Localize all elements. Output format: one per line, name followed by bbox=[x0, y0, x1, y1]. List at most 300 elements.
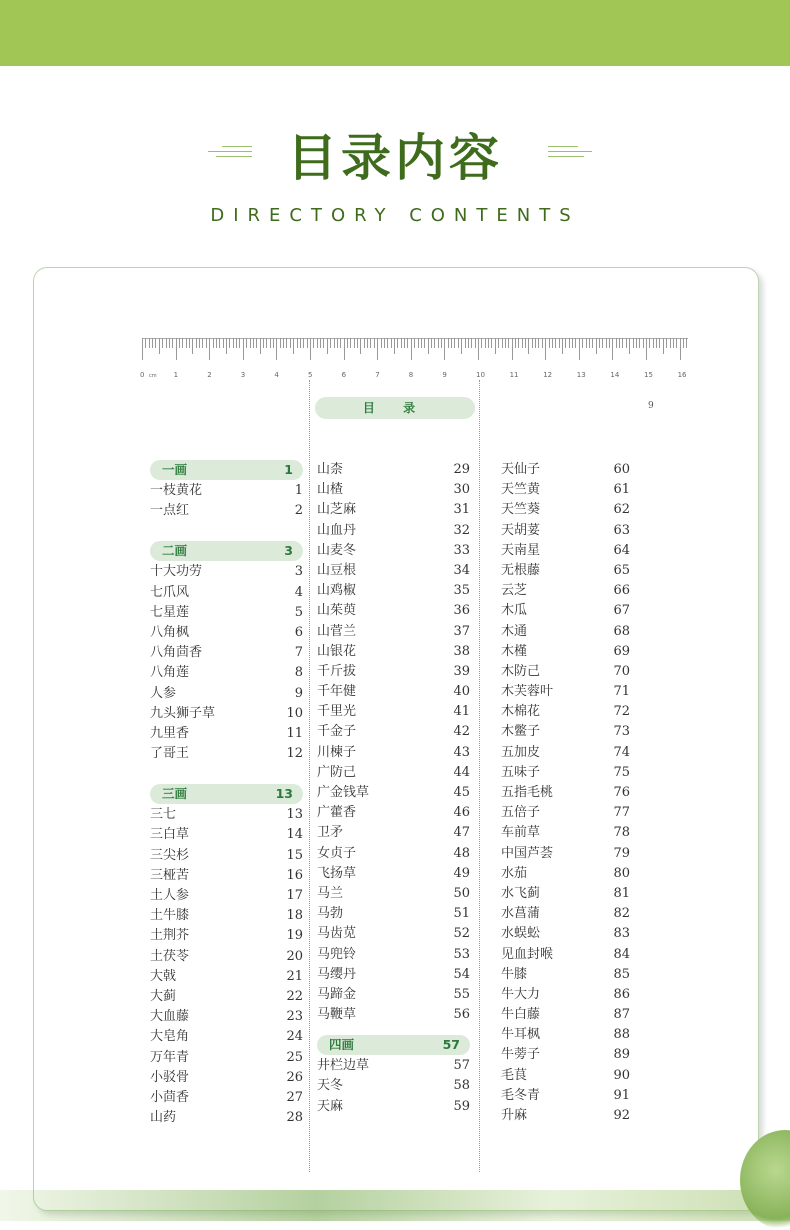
entry-name: 水飞蓟 bbox=[501, 885, 541, 901]
ruler-label: 15 bbox=[644, 371, 653, 379]
entry-page: 61 bbox=[613, 482, 630, 498]
entry-page: 31 bbox=[453, 502, 470, 518]
entry-name: 七爪风 bbox=[150, 584, 190, 600]
toc-entry bbox=[150, 926, 303, 946]
entry-page: 10 bbox=[286, 705, 303, 721]
toc-entry bbox=[501, 521, 630, 541]
ruler-tick bbox=[260, 338, 261, 354]
ruler-tick bbox=[649, 338, 650, 348]
entry-page: 19 bbox=[286, 928, 303, 944]
toc-entry bbox=[501, 722, 630, 742]
entry-page: 34 bbox=[453, 562, 470, 578]
entry-name: 九头狮子草 bbox=[150, 705, 216, 721]
ruler-label: 9 bbox=[442, 371, 447, 379]
ruler-tick bbox=[280, 338, 281, 348]
ruler-tick bbox=[579, 338, 580, 360]
entry-page: 92 bbox=[613, 1108, 630, 1123]
entry-name: 天麻 bbox=[317, 1098, 344, 1114]
entry-name: 木槿 bbox=[501, 643, 528, 659]
ruler-tick bbox=[202, 338, 203, 348]
entry-name: 水菖蒲 bbox=[501, 906, 541, 922]
ruler-tick bbox=[182, 338, 183, 348]
ruler-label: 8 bbox=[408, 371, 414, 379]
ruler-tick bbox=[680, 338, 681, 360]
ruler-tick bbox=[676, 338, 677, 348]
toc-entry bbox=[317, 965, 470, 985]
toc-entry bbox=[317, 1097, 470, 1117]
toc-entry bbox=[150, 1048, 303, 1068]
entry-page: 29 bbox=[453, 462, 470, 477]
entry-name: 千斤拔 bbox=[317, 663, 357, 679]
ruler-tick bbox=[653, 338, 654, 348]
ruler-tick bbox=[512, 338, 513, 360]
entry-name: 水蜈蚣 bbox=[501, 926, 541, 942]
ruler-tick bbox=[397, 338, 398, 348]
ruler-label: 6 bbox=[341, 371, 347, 379]
entry-page: 12 bbox=[286, 746, 303, 762]
ruler-tick bbox=[555, 338, 556, 348]
entry-page: 15 bbox=[286, 847, 303, 863]
column-divider-right bbox=[479, 380, 480, 1172]
entry-page: 4 bbox=[294, 584, 303, 600]
ruler-label: 13 bbox=[576, 371, 586, 379]
toc-entry bbox=[150, 987, 303, 1007]
entry-name: 八角枫 bbox=[150, 624, 190, 640]
entry-page: 91 bbox=[613, 1087, 630, 1103]
entry-name: 木防己 bbox=[501, 663, 541, 679]
ruler-tick bbox=[196, 338, 197, 348]
ruler-tick bbox=[270, 338, 271, 348]
entry-name: 山楂 bbox=[317, 482, 344, 498]
ruler-tick bbox=[229, 338, 230, 348]
ruler-tick bbox=[159, 338, 160, 354]
ruler-tick bbox=[612, 338, 613, 360]
entry-name: 土荆芥 bbox=[150, 928, 190, 944]
entry-name: 木瓜 bbox=[501, 603, 528, 619]
ruler-tick bbox=[186, 338, 187, 348]
ruler-tick bbox=[320, 338, 321, 348]
ruler-tick bbox=[444, 338, 445, 360]
toc-entry bbox=[150, 583, 303, 603]
ruler-tick bbox=[508, 338, 509, 348]
book-page-number: 9 bbox=[648, 401, 654, 411]
ruler-tick bbox=[569, 338, 570, 348]
ruler-tick bbox=[481, 338, 482, 348]
toc-section-header bbox=[150, 460, 303, 480]
entry-page: 46 bbox=[453, 805, 470, 821]
ruler-tick bbox=[381, 338, 382, 348]
entry-name: 天冬 bbox=[317, 1078, 344, 1094]
toc-entry bbox=[317, 541, 470, 561]
ruler-label: 10 bbox=[476, 371, 485, 379]
ruler-tick bbox=[538, 338, 539, 348]
entry-page: 35 bbox=[453, 583, 470, 599]
entry-name: 千年健 bbox=[317, 684, 357, 700]
entry-page: 67 bbox=[613, 603, 630, 619]
ruler-tick bbox=[216, 338, 217, 348]
section-page: 1 bbox=[284, 462, 293, 477]
ruler-tick bbox=[666, 338, 667, 348]
entry-name: 马鞭草 bbox=[317, 1007, 357, 1023]
entry-name: 牛白藤 bbox=[501, 1007, 541, 1023]
entry-name: 土牛膝 bbox=[150, 908, 190, 924]
toc-entry bbox=[317, 743, 470, 763]
ruler-tick bbox=[263, 338, 264, 348]
entry-page: 85 bbox=[613, 966, 630, 982]
ruler-tick bbox=[401, 338, 402, 348]
ruler-tick bbox=[609, 338, 610, 348]
ruler-tick bbox=[327, 338, 328, 354]
ruler-tick bbox=[586, 338, 587, 348]
ruler-tick bbox=[384, 338, 385, 348]
ruler-label: 4 bbox=[274, 371, 279, 379]
entry-name: 马齿苋 bbox=[317, 926, 357, 942]
ruler-tick bbox=[451, 338, 452, 348]
ruler-tick bbox=[219, 338, 220, 348]
toc-entry bbox=[317, 1005, 470, 1025]
ruler-tick bbox=[256, 338, 257, 348]
ruler-tick bbox=[357, 338, 358, 348]
ruler-tick bbox=[404, 338, 405, 348]
ruler-tick bbox=[374, 338, 375, 348]
section-name: 一画 bbox=[162, 462, 188, 477]
ruler-tick bbox=[313, 338, 314, 348]
entry-page: 59 bbox=[453, 1098, 470, 1114]
ruler-tick bbox=[575, 338, 576, 348]
ruler bbox=[142, 338, 688, 382]
ruler-tick bbox=[394, 338, 395, 354]
entry-name: 井栏边草 bbox=[317, 1058, 370, 1074]
ruler-tick bbox=[387, 338, 388, 348]
toc-column-2 bbox=[317, 460, 470, 1117]
ruler-tick bbox=[239, 338, 240, 348]
entry-page: 56 bbox=[453, 1007, 470, 1023]
entry-name: 七星莲 bbox=[150, 604, 190, 620]
ruler-tick bbox=[616, 338, 617, 348]
ruler-tick bbox=[683, 338, 684, 348]
ruler-tick bbox=[461, 338, 462, 354]
toc-entry bbox=[501, 864, 630, 884]
ruler-label: 16 bbox=[677, 371, 687, 379]
toc-entry bbox=[317, 642, 470, 662]
entry-name: 牛蒡子 bbox=[501, 1047, 541, 1063]
entry-name: 马兜铃 bbox=[317, 946, 357, 962]
entry-name: 五倍子 bbox=[501, 805, 541, 821]
toc-entry bbox=[317, 662, 470, 682]
section-spacer bbox=[150, 764, 303, 784]
entry-name: 大皂角 bbox=[150, 1029, 190, 1045]
ruler-tick bbox=[545, 338, 546, 360]
entry-name: 毛冬青 bbox=[501, 1087, 541, 1103]
ruler-tick bbox=[673, 338, 674, 348]
toc-entry bbox=[150, 562, 303, 582]
ruler-tick bbox=[502, 338, 503, 348]
ruler-tick bbox=[250, 338, 251, 348]
ruler-tick bbox=[485, 338, 486, 348]
ruler-label: 11 bbox=[509, 371, 519, 379]
entry-page: 57 bbox=[453, 1058, 470, 1074]
entry-name: 车前草 bbox=[501, 825, 541, 841]
toc-entry bbox=[317, 460, 470, 480]
ruler-tick bbox=[468, 338, 469, 348]
ruler-tick bbox=[659, 338, 660, 348]
bottom-leaf-decoration bbox=[0, 1190, 790, 1221]
entry-page: 14 bbox=[286, 827, 303, 843]
entry-name: 三桠苦 bbox=[150, 867, 190, 883]
entry-name: 天仙子 bbox=[501, 462, 541, 477]
toc-entry bbox=[501, 1025, 630, 1045]
top-banner bbox=[0, 0, 790, 66]
entry-name: 马兰 bbox=[317, 885, 344, 901]
entry-name: 一枝黄花 bbox=[150, 483, 203, 498]
toc-entry bbox=[501, 924, 630, 944]
entry-page: 74 bbox=[613, 744, 630, 760]
ruler-tick bbox=[293, 338, 294, 354]
toc-entry bbox=[501, 823, 630, 843]
page-subtitle: DIRECTORY CONTENTS bbox=[210, 205, 580, 226]
entry-page: 23 bbox=[286, 1009, 303, 1025]
ruler-tick bbox=[418, 338, 419, 348]
ruler-label: 14 bbox=[610, 371, 620, 379]
entry-name: 天竺黄 bbox=[501, 482, 541, 498]
ruler-tick bbox=[337, 338, 338, 348]
toc-entry bbox=[317, 581, 470, 601]
entry-name: 毛茛 bbox=[501, 1067, 528, 1083]
ruler-tick bbox=[145, 338, 146, 348]
entry-page: 68 bbox=[613, 623, 630, 639]
ruler-tick bbox=[421, 338, 422, 348]
entry-page: 69 bbox=[613, 643, 630, 659]
toc-section-header bbox=[150, 541, 303, 561]
section-page: 57 bbox=[442, 1037, 460, 1053]
entry-page: 18 bbox=[286, 908, 303, 924]
ruler-tick bbox=[629, 338, 630, 354]
toc-entry bbox=[501, 904, 630, 924]
ruler-tick bbox=[562, 338, 563, 354]
ruler-tick bbox=[535, 338, 536, 348]
entry-page: 37 bbox=[453, 623, 470, 639]
entry-name: 人参 bbox=[150, 685, 177, 701]
ruler-tick bbox=[360, 338, 361, 354]
toc-entry bbox=[317, 601, 470, 621]
entry-name: 天南星 bbox=[501, 542, 541, 558]
entry-page: 5 bbox=[294, 604, 303, 620]
toc-entry bbox=[150, 846, 303, 866]
ruler-tick bbox=[434, 338, 435, 348]
entry-page: 6 bbox=[294, 624, 303, 640]
entry-page: 70 bbox=[613, 663, 630, 679]
toc-entry bbox=[317, 500, 470, 520]
entry-page: 90 bbox=[613, 1067, 630, 1083]
ruler-tick bbox=[166, 338, 167, 348]
entry-page: 84 bbox=[613, 946, 630, 962]
toc-entry bbox=[317, 763, 470, 783]
ruler-tick bbox=[522, 338, 523, 348]
toc-entry bbox=[150, 906, 303, 926]
entry-name: 牛耳枫 bbox=[501, 1027, 541, 1043]
entry-name: 山豆根 bbox=[317, 562, 357, 578]
entry-page: 55 bbox=[453, 986, 470, 1002]
ruler-tick bbox=[317, 338, 318, 348]
entry-name: 大蓟 bbox=[150, 988, 177, 1004]
ruler-tick bbox=[411, 338, 412, 360]
ruler-tick bbox=[367, 338, 368, 348]
toc-entry bbox=[501, 1066, 630, 1086]
ruler-tick bbox=[488, 338, 489, 348]
entry-page: 24 bbox=[286, 1029, 303, 1045]
ruler-tick bbox=[582, 338, 583, 348]
section-page: 13 bbox=[275, 786, 293, 802]
toc-entry bbox=[150, 866, 303, 886]
ruler-tick bbox=[377, 338, 378, 360]
ruler-label: 1 bbox=[173, 371, 179, 379]
entry-page: 13 bbox=[286, 807, 303, 823]
ruler-tick bbox=[542, 338, 543, 348]
entry-page: 9 bbox=[294, 685, 303, 701]
ruler-tick bbox=[515, 338, 516, 348]
toc-entry bbox=[317, 945, 470, 965]
ruler-tick bbox=[340, 338, 341, 348]
ruler-tick bbox=[518, 338, 519, 348]
ruler-tick bbox=[172, 338, 173, 348]
entry-page: 1 bbox=[294, 483, 303, 498]
entry-name: 云芝 bbox=[501, 583, 528, 599]
entry-page: 17 bbox=[286, 888, 303, 903]
ruler-tick bbox=[559, 338, 560, 348]
ruler-tick bbox=[622, 338, 623, 348]
toc-entry bbox=[317, 722, 470, 742]
ruler-tick bbox=[303, 338, 304, 348]
title-decoration-right bbox=[548, 146, 592, 162]
ruler-label: 3 bbox=[240, 371, 246, 379]
entry-page: 27 bbox=[286, 1089, 303, 1105]
ruler-tick bbox=[199, 338, 200, 348]
ruler-tick bbox=[266, 338, 267, 348]
ruler-tick bbox=[347, 338, 348, 348]
ruler-tick bbox=[525, 338, 526, 348]
ruler-tick bbox=[505, 338, 506, 348]
ruler-tick bbox=[471, 338, 472, 348]
entry-page: 73 bbox=[613, 724, 630, 740]
toc-section-header bbox=[317, 1035, 470, 1055]
toc-entry bbox=[317, 561, 470, 581]
toc-entry bbox=[317, 682, 470, 702]
toc-entry bbox=[150, 1088, 303, 1108]
entry-name: 木鳖子 bbox=[501, 724, 541, 740]
toc-entry bbox=[501, 662, 630, 682]
entry-name: 山药 bbox=[150, 1110, 177, 1126]
entry-page: 87 bbox=[613, 1007, 630, 1023]
entry-page: 63 bbox=[613, 522, 630, 538]
section-name: 三画 bbox=[162, 786, 188, 802]
ruler-tick bbox=[475, 338, 476, 348]
toc-entry bbox=[501, 844, 630, 864]
toc-entry bbox=[317, 1056, 470, 1076]
toc-entry bbox=[501, 682, 630, 702]
toc-entry bbox=[150, 805, 303, 825]
toc-entry bbox=[501, 1106, 630, 1126]
entry-name: 马蹄金 bbox=[317, 986, 357, 1002]
ruler-tick bbox=[246, 338, 247, 348]
entry-name: 土人参 bbox=[150, 888, 190, 903]
entry-name: 中国芦荟 bbox=[501, 845, 554, 861]
entry-name: 一点红 bbox=[150, 503, 190, 519]
entry-page: 82 bbox=[613, 906, 630, 922]
ruler-tick bbox=[633, 338, 634, 348]
ruler-label: 12 bbox=[543, 371, 553, 379]
ruler-tick bbox=[310, 338, 311, 360]
ruler-tick bbox=[206, 338, 207, 348]
ruler-tick bbox=[670, 338, 671, 348]
toc-entry bbox=[501, 500, 630, 520]
toc-entry bbox=[501, 622, 630, 642]
ruler-tick bbox=[233, 338, 234, 348]
ruler-tick bbox=[572, 338, 573, 348]
toc-entry bbox=[150, 684, 303, 704]
entry-name: 天竺葵 bbox=[501, 502, 541, 518]
entry-name: 木通 bbox=[501, 623, 528, 639]
entry-page: 45 bbox=[453, 785, 470, 800]
entry-name: 五指毛桃 bbox=[501, 785, 554, 800]
entry-page: 42 bbox=[453, 724, 470, 740]
entry-page: 3 bbox=[294, 564, 303, 580]
entry-name: 千里光 bbox=[317, 704, 357, 720]
toc-entry bbox=[317, 985, 470, 1005]
ruler-tick bbox=[391, 338, 392, 348]
entry-page: 60 bbox=[613, 462, 630, 477]
ruler-tick bbox=[596, 338, 597, 354]
toc-entry bbox=[501, 460, 630, 480]
section-page: 3 bbox=[284, 543, 293, 559]
toc-entry bbox=[501, 561, 630, 581]
ruler-tick bbox=[495, 338, 496, 354]
entry-page: 76 bbox=[613, 785, 630, 800]
entry-name: 九里香 bbox=[150, 725, 190, 741]
toc-entry bbox=[501, 581, 630, 601]
entry-page: 41 bbox=[453, 704, 470, 720]
toc-entry bbox=[501, 541, 630, 561]
entry-page: 64 bbox=[613, 542, 630, 558]
ruler-tick bbox=[498, 338, 499, 348]
ruler-tick bbox=[209, 338, 210, 360]
entry-name: 广藿香 bbox=[317, 805, 357, 821]
entry-page: 25 bbox=[286, 1049, 303, 1065]
entry-name: 女贞子 bbox=[317, 845, 357, 861]
entry-name: 山柰 bbox=[317, 462, 344, 477]
entry-page: 8 bbox=[294, 665, 303, 681]
ruler-tick bbox=[532, 338, 533, 348]
entry-name: 大戟 bbox=[150, 968, 177, 984]
toc-entry bbox=[150, 1108, 303, 1128]
entry-page: 66 bbox=[613, 583, 630, 599]
entry-page: 16 bbox=[286, 867, 303, 883]
section-spacer bbox=[150, 521, 303, 541]
entry-page: 79 bbox=[613, 845, 630, 861]
toc-entry bbox=[317, 823, 470, 843]
ruler-tick bbox=[155, 338, 156, 348]
ruler-tick bbox=[300, 338, 301, 348]
toc-entry bbox=[150, 1007, 303, 1027]
toc-entry bbox=[150, 744, 303, 764]
toc-entry bbox=[317, 521, 470, 541]
entry-page: 51 bbox=[453, 906, 470, 922]
ruler-tick bbox=[592, 338, 593, 348]
entry-name: 木棉花 bbox=[501, 704, 541, 720]
entry-name: 见血封喉 bbox=[501, 946, 554, 962]
ruler-tick bbox=[552, 338, 553, 348]
entry-page: 32 bbox=[453, 522, 470, 538]
ruler-tick bbox=[458, 338, 459, 348]
